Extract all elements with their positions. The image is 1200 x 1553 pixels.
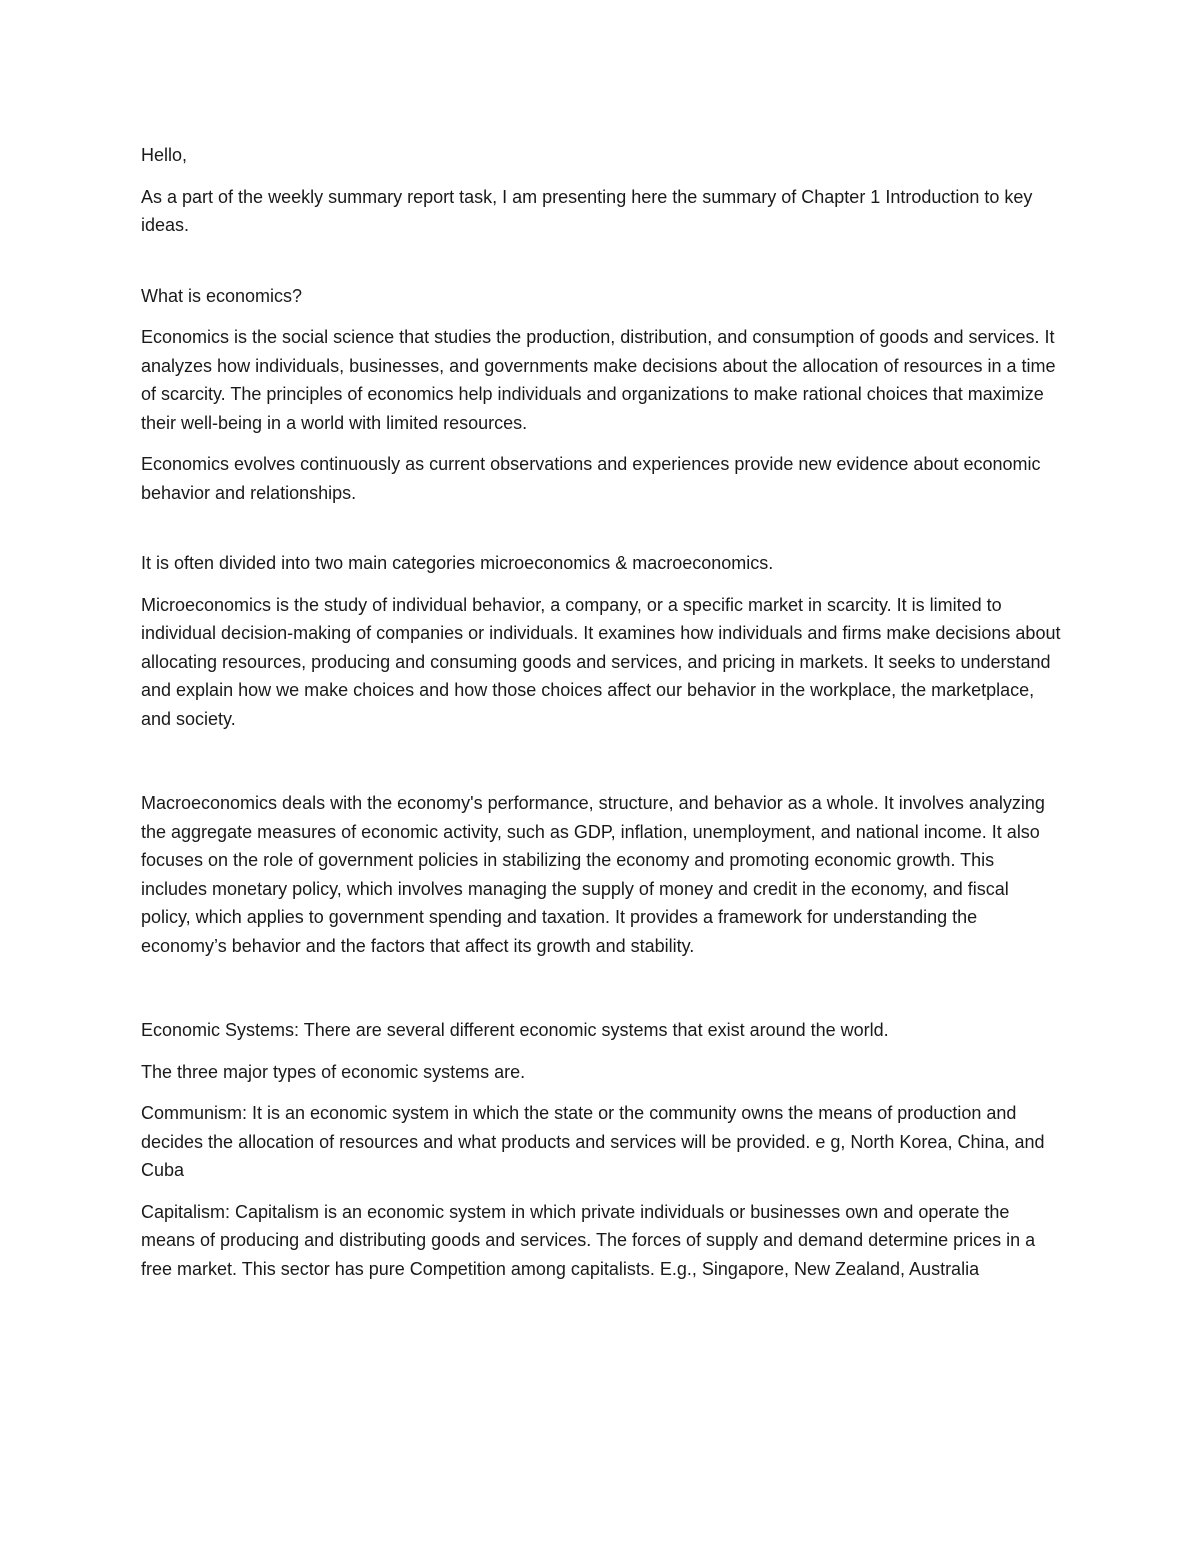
definition-paragraph: Economics is the social science that studies the production, distribution, and consumption of goods and services. It analyzes how individuals, businesses, and governments make decisions about the allocation of resources in a time of scarcity. The principles of economics help individuals and organizations to make rational choices that maximize their well-being in a world with limited resources. bbox=[141, 327, 1056, 433]
categories-paragraph: It is often divided into two main categories microeconomics & macroeconomics. bbox=[141, 553, 774, 573]
economic-systems-paragraph: Economic Systems: There are several different economic systems that exist around the world. bbox=[141, 1020, 889, 1040]
communism-paragraph: Communism: It is an economic system in which the state or the community owns the means of production and decides the allocation of resources and what products and services will be provided. e g, North Korea, China, and Cuba bbox=[141, 1103, 1045, 1180]
macroeconomics-paragraph: Macroeconomics deals with the economy's performance, structure, and behavior as a whole. It involves analyzing the aggregate measures of economic activity, such as GDP, inflation, unemployment, and national income. It also focuses on the role of government policies in stabilizing the economy and promoting economic growth. This includes monetary policy, which involves managing the supply of money and credit in the economy, and fiscal policy, which applies to government spending and taxation. It provides a framework for understanding the economy’s behavior and the factors that affect its growth and stability. bbox=[141, 793, 1045, 956]
document-body bbox=[141, 141, 1061, 1296]
microeconomics-paragraph: Microeconomics is the study of individual behavior, a company, or a specific market in scarcity. It is limited to individual decision-making of companies or individuals. It examines how individuals and firms make decisions about allocating resources, producing and consuming goods and services, and pricing in markets. It seeks to understand and explain how we make choices and how those choices affect our behavior in the workplace, the marketplace, and society. bbox=[141, 594, 1061, 729]
question-heading: What is economics? bbox=[141, 285, 303, 306]
system-types-paragraph: The three major types of economic systems are. bbox=[141, 1061, 526, 1082]
evolution-paragraph: Economics evolves continuously as current observations and experiences provide new evidence about economic behavior and relationships. bbox=[141, 454, 1041, 503]
intro-paragraph: As a part of the weekly summary report task, I am presenting here the summary of Chapter 1 Introduction to key ideas. bbox=[141, 186, 1033, 235]
greeting: Hello, bbox=[141, 145, 188, 165]
capitalism-paragraph: Capitalism: Capitalism is an economic system in which private individuals or businesses own and operate the means of producing and distributing goods and services. The forces of supply and demand determine prices in a free market. This sector has pure Competition among capitalists. E.g., Singapore, New Zealand, Australia bbox=[141, 1201, 1036, 1279]
